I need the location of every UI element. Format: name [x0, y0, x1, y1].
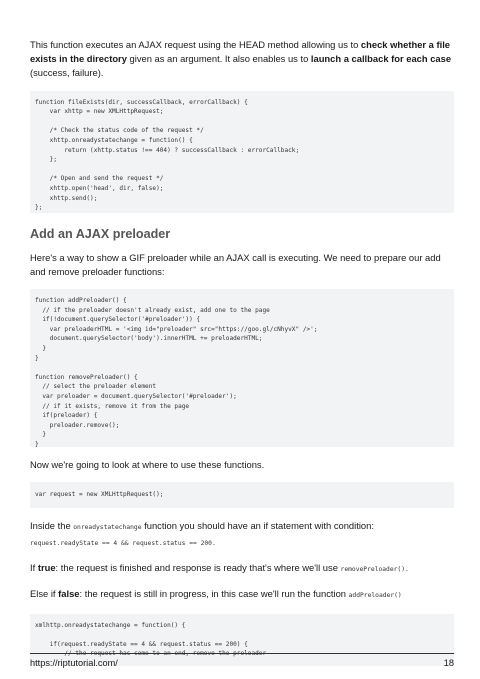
intro-text-3: (success, failure). — [30, 67, 104, 79]
page-number: 18 — [443, 658, 454, 668]
if-true-inline-code: removePreloader(). — [340, 566, 409, 574]
code-block-request: var request = new XMLHttpRequest(); — [30, 482, 454, 508]
intro-text-2: given as an argument. It also enables us to — [126, 53, 311, 65]
inside-inline-code: onreadystatechange — [73, 523, 142, 531]
intro-text-1: This function executes an AJAX request using the HEAD method allowing us to — [30, 39, 361, 50]
footer-url[interactable]: https://riptutorial.com/ — [30, 658, 118, 668]
condition-inline-code: request.readyState == 4 && request.status == 200. — [30, 540, 216, 548]
section-heading: Add an AJAX preloader — [30, 226, 171, 241]
inside-text-1: Inside the — [30, 519, 74, 531]
intro-bold-2: launch a callback for each case — [310, 53, 452, 65]
code-block-onreadystatechange: xmlhttp.onreadystatechange = function() { if(request.readyState == 4 && request.status == 200) { // the request has come to an end, remove the preloader — [30, 614, 454, 666]
if-false-text-1: Else if — [30, 588, 59, 600]
code-block-file-exists: function fileExists(dir, successCallback, errorCallback) { var xhttp = new XMLHttpRequest; /* Check the status code of the request */ xhttp.onreadystatechange = function() { return (xhttp.status !== 404) ? successCallback : errorCallback; }; /* Open and send the request */ xhttp.open('head', dir, false); xhttp.send(); }; — [30, 91, 454, 213]
if-false-bold: false — [58, 588, 80, 600]
page-content — [30, 38, 454, 677]
if-true-text-1: If — [30, 562, 38, 574]
usage-intro-paragraph: Now we're going to look at where to use these functions. — [30, 459, 265, 471]
if-true-text-2: : the request is finished and response is ready that's where we'll use — [55, 562, 341, 574]
intro-bold-1: check whether a file exists in the directory — [30, 39, 451, 65]
intro-paragraph — [30, 38, 454, 81]
if-false-paragraph — [30, 587, 454, 603]
page-footer — [30, 653, 454, 668]
if-false-text-2: : the request is still in progress, in this case we'll run the function — [79, 588, 349, 600]
if-true-paragraph — [30, 561, 454, 577]
if-true-bold: true — [37, 562, 56, 574]
inside-text-2: function you should have an if statement with condition: — [141, 519, 374, 531]
inside-paragraph — [30, 519, 454, 551]
code-block-preloader-functions: function addPreloader() { // if the preloader doesn't already exist, add one to the page if(!document.querySelector('#preloader')) { var preloaderHTML = '<img id="preloader" src="https://goo.gl/cNhyvX" />'; document.querySelector('body').innerHTML += preloaderHTML; } } function removePreloader() { // select the preloader element var preloader = document.querySelector('#preloader'); // if it exists, remove it from the page if(preloader) { preloader.remove(); } } — [30, 289, 454, 447]
preloader-intro-paragraph: Here's a way to show a GIF preloader while an AJAX call is executing. We need to prepare our add and remove preloader functions: — [30, 251, 441, 277]
if-false-inline-code: addPreloader() — [348, 592, 402, 600]
